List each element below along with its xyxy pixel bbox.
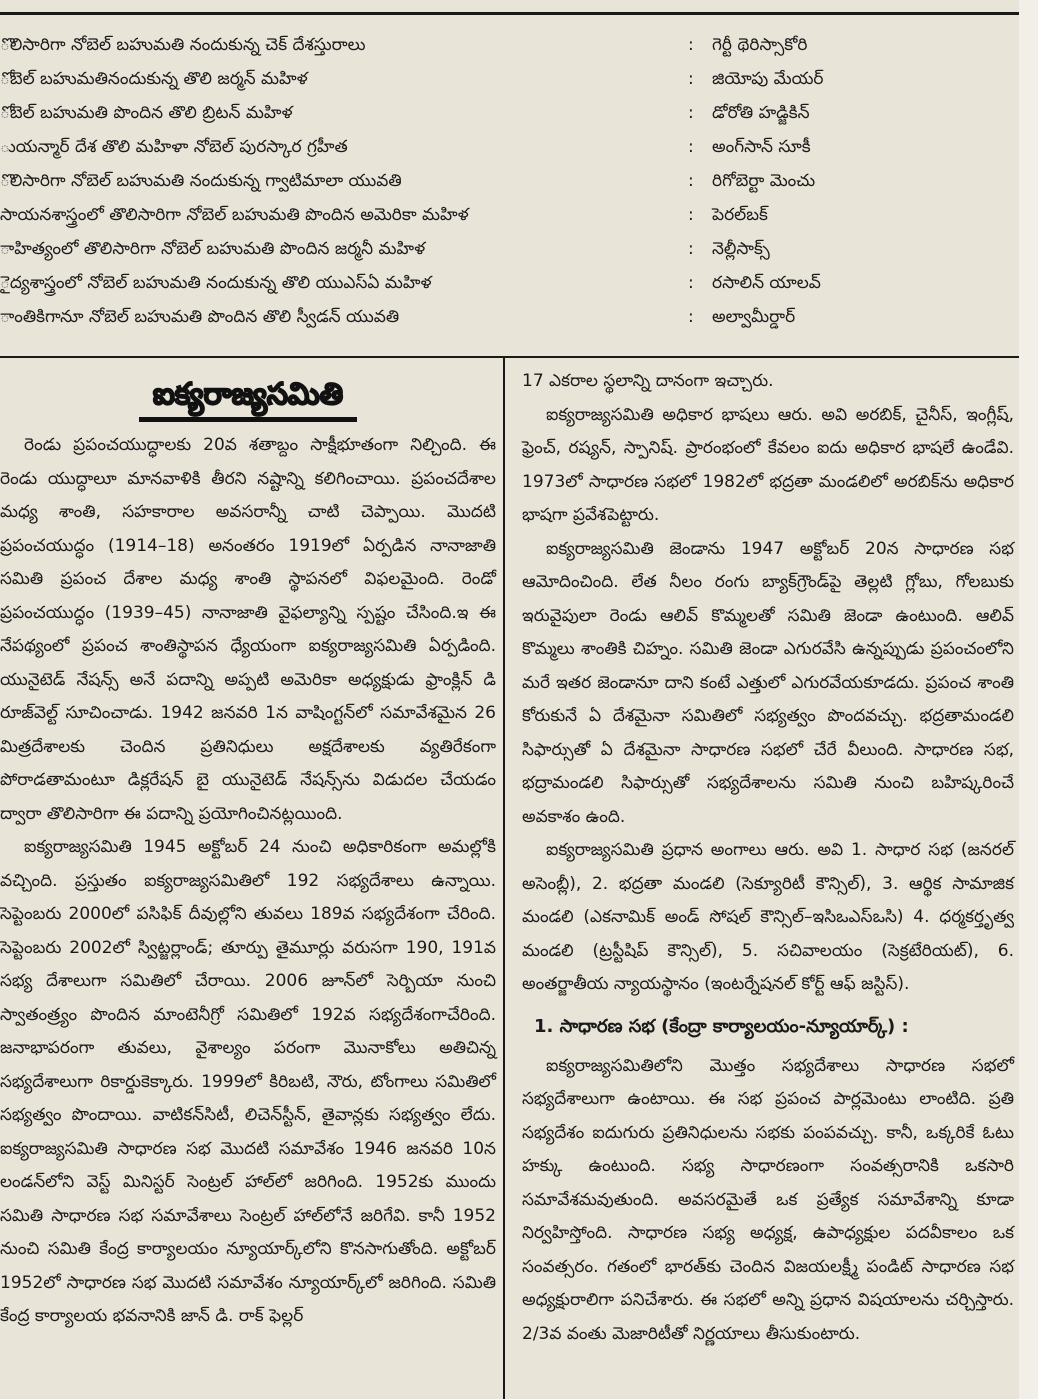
row-colon: : xyxy=(688,69,694,89)
row-name: గెర్టీ థెరిస్సాకోరి xyxy=(712,35,808,55)
row-description: ోబెల్ బహుమతినందుకున్న తొలి జర్మన్ మహిళ xyxy=(0,69,308,89)
row-name: జియోపు మేయర్ xyxy=(712,69,824,89)
paragraph: ఐక్యరాజ్యసమితి 1945 అక్టోబర్ 24 నుంచి అధికారికంగా అమల్లోకి వచ్చింది. ప్రస్తుతం ఐక్యరాజ్యసమితిలో 192 సభ్యదేశాలు ఉన్నాయి. సెప్టెంబరు 2000లో పసిఫిక్ దీవుల్లోని తువలు 189వ సభ్యదేశంగా చేరింది. సెప్టెంబరు 2002లో స్విట్జర్లాండ్; తూర్పు తైమూర్లు వరుసగా 190, 191వ సభ్య దేశాలుగా సమితిలో చేరాయి. 2006 జూన్‌లో సెర్బియా నుంచి స్వాతంత్ర్యం పొందిన మాంటెనీగ్రో సమితిలో 192వ సభ్యదేశంగాచేరింది. జనాభాపరంగా తువలు, వైశాల్యం పరంగా మొనాకోలు అతిచిన్న సభ్యదేశాలుగా రికార్డుకెక్కారు. 1999లో కిరిబటి, నౌరు, టోంగాలు సమితిలో సభ్యత్వం పొందాయి. వాటికన్‌సిటీ, లిచెన్‌స్టీన్, తైవాన్లకు సభ్యత్వం లేదు. ఐక్యరాజ్యసమితి సాధారణ సభ మొదటి సమావేశం 1946 జనవరి 10న లండన్‌లోని వెస్ట్ మినిస్టర్ సెంట్రల్ హాల్‌లో జరిగింది. 1952కు ముందు సమితి సాధారణ సభ సమావేశాలు సెంట్రల్ హాల్‌లోనే జరిగేవి. కానీ 1952 నుంచి సమితి కేంద్ర కార్యాలయం న్యూయార్క్‌లోని కొనసాగుతోంది. అక్టోబర్ 1952లో సాధారణ సభ మొదటి సమావేశం న్యూయార్క్‌లో జరిగింది. సమితి కేంద్ర కార్యాలయ భవనానికి జాన్ డి. రాక్ ఫెల్లర్ xyxy=(0,837,496,1326)
paragraph: ఐక్యరాజ్యసమితి జెండాను 1947 అక్టోబర్ 20న సాధారణ సభ ఆమోదించింది. లేత నీలం రంగు బ్యాక్‌గ్రౌండ్‌పై తెల్లటి గ్లోబు, గోలబుకు ఇరువైపులా రెండు ఆలివ్ కొమ్మలతో సమితి జెండా ఉంటుంది. ఆలివ్ కొమ్మలు శాంతికి చిహ్నం. సమితి జెండా ఎగురవేసి ఉన్నప్పుడు ప్రపంచంలోని మరే ఇతర జెండానూ దాని కంటే ఎత్తులో ఎగురవేయకూడదు. ప్రపంచ శాంతి కోరుకునే ఏ దేశమైనా సమితిలో సభ్యత్వం పొందవచ్చు. భద్రతామండలి సిఫార్సుతో ఏ దేశమైనా సాధారణ సభలో చేరే వీలుంది. సాధారణ సభ, భద్రామండలి సిఫార్సుతో సభ్యదేశాలను సమితి నుంచి బహిష్కరించే అవకాశం ఉంది. xyxy=(522,538,1014,827)
table-row xyxy=(0,28,1015,62)
row-description: ొలిసారిగా నోబెల్ బహుమతి నందుకున్న గ్వాటిమాలా యువతి xyxy=(0,171,402,191)
row-description: ాహిత్యంలో తొలిసారిగా నోబెల్ బహుమతి పొందిన జర్మనీ మహిళ xyxy=(0,239,426,259)
top-rule xyxy=(0,12,1020,15)
row-name: పెరల్‌బక్ xyxy=(712,205,768,225)
paragraph: ఐక్యరాజ్యసమితి ప్రధాన అంగాలు ఆరు. అవి 1. సాధార సభ (జనరల్ అసెంబ్లీ), 2. భద్రతా మండలి (సెక్యూరిటీ కౌన్సిల్), 3. ఆర్థిక సామాజిక మండలి (ఎకనామిక్ అండ్ సోషల్ కౌన్సిల్–ఇసిఒఎస్ఒసి) 4. ధర్మకర్తృత్వ మండలి (ట్రస్టీషిప్ కౌన్సిల్), 5. సచివాలయం (సెక్రటేరియట్), 6. అంతర్జాతీయ న్యాయస్థానం (ఇంటర్నేషనల్ కోర్ట్ ఆఫ్ జస్టిస్). xyxy=(522,840,1014,994)
row-description: ొలిసారిగా నోబెల్ బహుమతి నందుకున్న చెక్ దేశస్తురాలు xyxy=(0,35,366,55)
row-colon: : xyxy=(688,35,694,55)
row-name: నెల్లీసాక్స్ xyxy=(712,239,770,259)
table-row xyxy=(0,96,1015,130)
table-row xyxy=(0,300,1015,334)
column-divider xyxy=(503,358,505,1399)
right-column xyxy=(522,365,1014,1351)
row-name: రసాలిన్ యాలవ్ xyxy=(712,273,821,293)
subheading-general-assembly: 1. సాధారణ సభ (కేంద్రా కార్యాలయం-న్యూయార్క్) : xyxy=(534,1015,909,1037)
row-name: అంగ్‌సాన్ సూకీ xyxy=(712,137,811,157)
row-colon: : xyxy=(688,239,694,259)
paragraph: ఐక్యరాజ్యసమితిలోని మొత్తం సభ్యదేశాలు సాధారణ సభలో సభ్యదేశాలుగా ఉంటాయి. ఈ సభ ప్రపంచ పార్లమెంటు లాంటిది. ప్రతి సభ్యదేశం ఐదుగురు ప్రతినిధులను సభకు పంపవచ్చు. కానీ, ఒక్కరికే ఓటు హక్కు ఉంటుంది. సభ్య సాధారణంగా సంవత్సరానికి ఒకసారి సమావేశమవుతుంది. అవసరమైతే ఒక ప్రత్యేక సమావేశాన్ని కూడా నిర్వహిస్తోంది. సాధారణ సభ్య అధ్యక్ష, ఉపాధ్యక్షుల పదవీకాలం ఒక సంవత్సరం. గతంలో భారత్‌కు చెందిన విజయలక్ష్మీ పండిట్ సాధారణ సభ అధ్యక్షురాలిగా పనిచేశారు. ఈ సభలో అన్ని ప్రధాన విషయాలను చర్చిస్తారు. 2/3వ వంతు మెజారిటీతో నిర్ణయాలు తీసుకుంటారు. xyxy=(522,1055,1014,1344)
table-row xyxy=(0,62,1015,96)
row-description: ోబెల్ బహుమతి పొందిన తొలి బ్రిటన్ మహిళ xyxy=(0,103,293,123)
row-description: ాంతికిగానూ నోబెల్ బహుమతి పొందిన తొలి స్వీడన్ యువతి xyxy=(0,307,400,327)
nobel-women-table xyxy=(0,28,1015,334)
table-row xyxy=(0,130,1015,164)
row-name: రిగోబెర్టా మెంచు xyxy=(712,171,816,191)
row-colon: : xyxy=(688,273,694,293)
table-row xyxy=(0,266,1015,300)
row-name: డోరోతి హడ్జికిన్ xyxy=(712,103,810,123)
table-row xyxy=(0,232,1015,266)
row-colon: : xyxy=(688,137,694,157)
paragraph: రెండు ప్రపంచయుద్ధాలకు 20వ శతాబ్దం సాక్షీభూతంగా నిల్చింది. ఈ రెండు యుద్ధాలూ మానవాళికి తీరని నష్టాన్ని కలిగించాయి. ప్రపంచదేశాల మధ్య శాంతి, సహకారాల అవసరాన్నీ చాటి చెప్పాయి. మొదటి ప్రపంచయుద్ధం (1914–18) అనంతరం 1919లో ఏర్పడిన నానాజాతి సమితి ప్రపంచ దేశాల మధ్య శాంతి స్థాపనలో విఫలమైంది. రెండో ప్రపంచయుద్ధం (1939–45) నానాజాతి వైఫల్యాన్ని స్పష్టం చేసింది.ఇ ఈ నేపథ్యంలో ప్రపంచ శాంతిస్థాపన ధ్యేయంగా ఐక్యరాజ్యసమితి ఏర్పడింది. యునైటెడ్ నేషన్స్ అనే పదాన్ని అప్పటి అమెరికా అధ్యక్షుడు ఫ్రాంక్లిన్ డి రూజ్‌వెల్ట్ సూచించాడు. 1942 జనవరి 1న వాషింగ్టన్‌లో సమావేశమైన 26 మిత్రదేశాలకు చెందిన ప్రతినిధులు అక్షదేశాలకు వ్యతిరేకంగా పోరాడతామంటూ డిక్లరేషన్ బై యునైటెడ్ నేషన్స్‌ను విడుదల చేయడం ద్వారా తొలిసారిగా ఈ పదాన్ని ప్రయోగించినట్లయింది. xyxy=(0,435,496,824)
row-colon: : xyxy=(688,171,694,191)
section-title: ఐక్యరాజ్యసమితి xyxy=(139,373,357,422)
table-row xyxy=(0,164,1015,198)
table-row xyxy=(0,198,1015,232)
row-colon: : xyxy=(688,103,694,123)
table-bottom-rule xyxy=(0,356,1020,358)
page-edge xyxy=(1019,0,1038,1399)
row-description: ైద్యశాస్త్రంలో నోబెల్ బహుమతి నందుకున్న తొలి యుఎస్ఏ మహిళ xyxy=(0,273,432,293)
paragraph: 17 ఎకరాల స్థలాన్ని దానంగా ఇచ్చారు. xyxy=(522,371,774,391)
section-heading-box xyxy=(0,365,496,429)
paragraph: ఐక్యరాజ్యసమితి అధికార భాషలు ఆరు. అవి అరబిక్, చైనీస్, ఇంగ్లీష్, ఫ్రెంచ్, రష్యన్, స్పానిష్. ప్రారంభంలో కేవలం ఐదు అధికార భాషలే ఉండేవి. 1973లో సాధారణ సభలో 1982లో భద్రతా మండలిలో అరబిక్‌ను అధికార భాషగా ప్రవేశపెట్టారు. xyxy=(522,404,1014,525)
row-description: సాయనశాస్త్రంలో తొలిసారిగా నోబెల్ బహుమతి పొందిన అమెరికా మహిళ xyxy=(0,205,469,225)
row-colon: : xyxy=(688,307,694,327)
row-colon: : xyxy=(688,205,694,225)
left-column xyxy=(0,365,496,1334)
row-description: ుయన్మార్ దేశ తొలి మహిళా నోబెల్ పురస్కార గ్రహీత xyxy=(0,137,348,157)
row-name: అల్వామీర్డార్ xyxy=(712,307,796,327)
